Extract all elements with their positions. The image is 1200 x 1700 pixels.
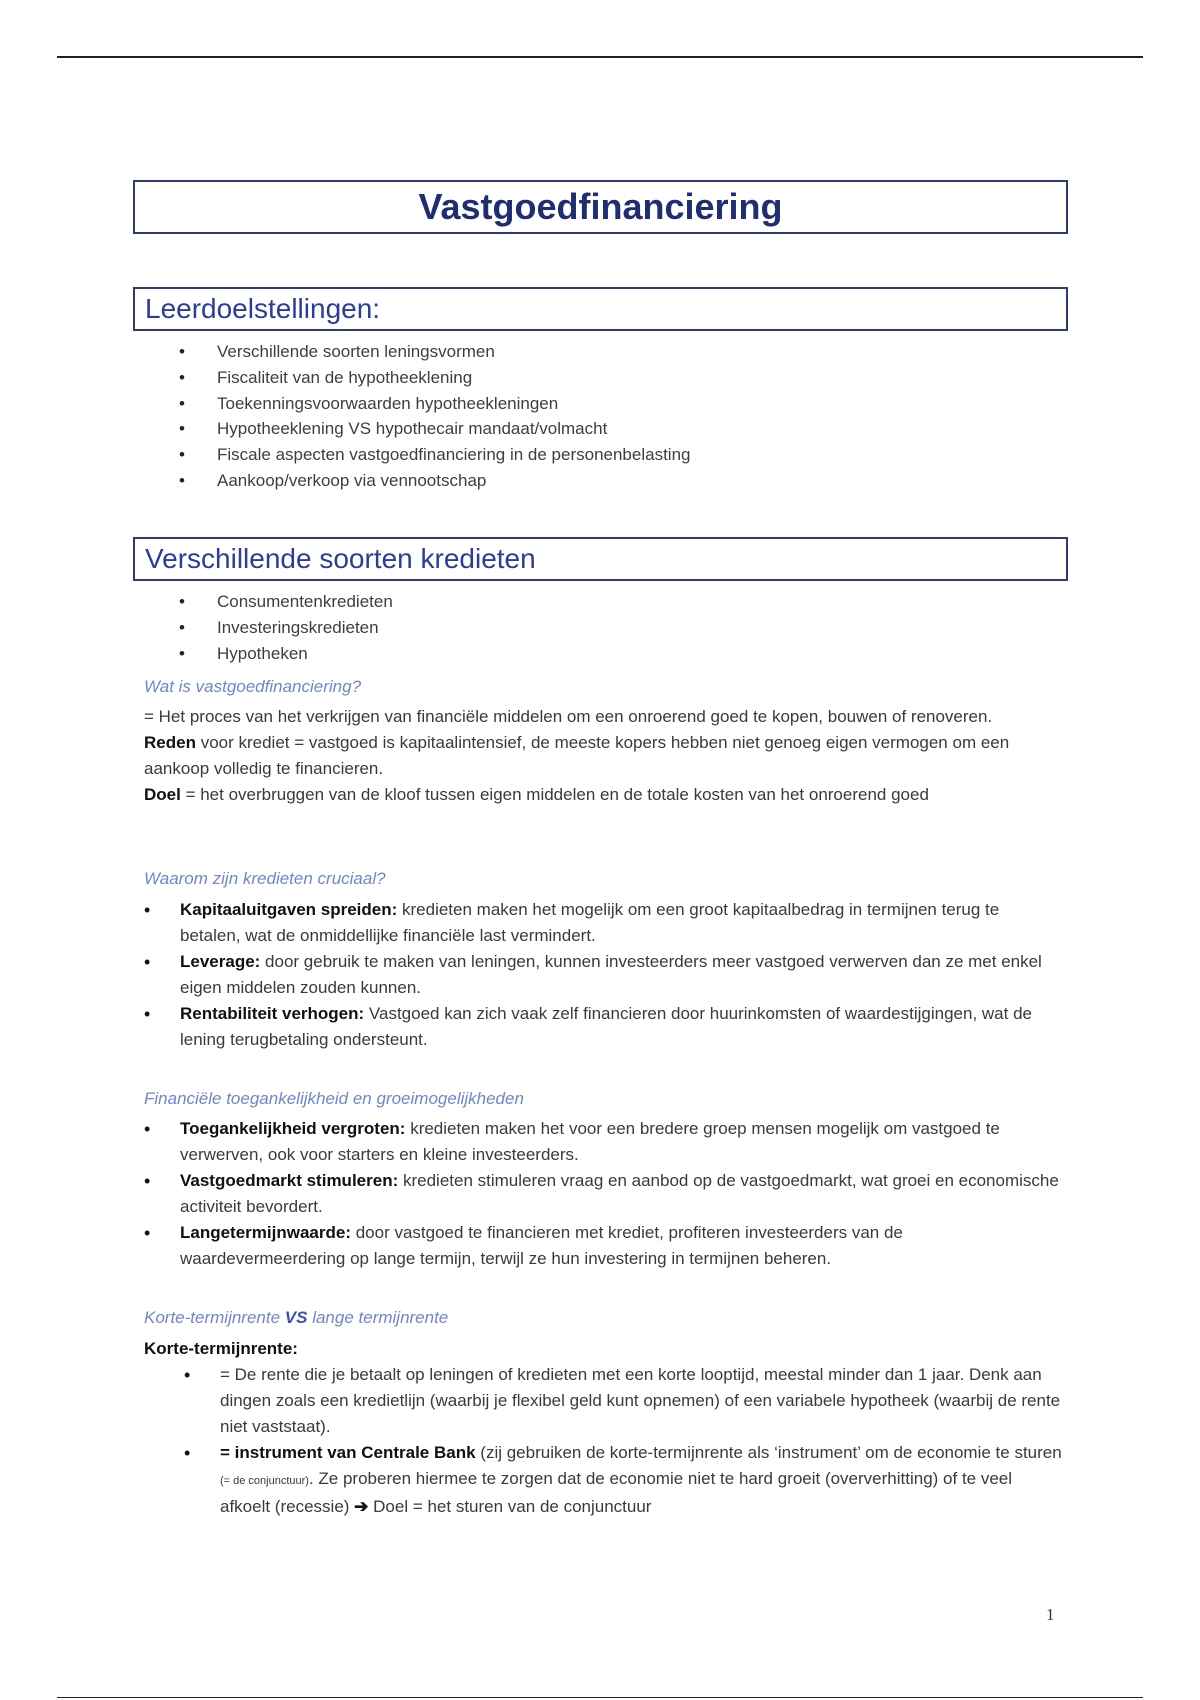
header-rule — [57, 56, 1143, 58]
toegankelijkheid-list — [144, 1116, 1064, 1272]
list-item: • Hypotheeklening VS hypothecair mandaat/volmacht — [175, 416, 690, 442]
footer-rule — [57, 1697, 1143, 1698]
section-heading-kredieten: Verschillende soorten kredieten — [133, 537, 1068, 581]
list-item: • Kapitaaluitgaven spreiden: kredieten maken het mogelijk om een groot kapitaalbedrag in termijnen terug te betalen, wat de onmiddellijke financiële last vermindert. — [144, 897, 1064, 949]
list-item: • Consumentenkredieten — [175, 589, 393, 615]
waarom-list — [144, 897, 1064, 1053]
list-item: • Hypotheken — [175, 641, 393, 667]
page-title: Vastgoedfinanciering — [418, 186, 783, 227]
title-box — [133, 180, 1068, 234]
korte-termijnrente-list — [184, 1362, 1064, 1520]
definition-paragraph: = Het proces van het verkrijgen van financiële middelen om een onroerend goed te kopen, bouwen of renoveren. Reden voor krediet = vastgoed is kapitaalintensief, de meeste kopers hebben niet genoeg eigen vermogen om een aankoop volledig te financieren. Doel = het overbruggen van de kloof tussen eigen middelen en de totale kosten van het onroerend goed — [144, 707, 1010, 804]
subheading-toegankelijkheid: Financiële toegankelijkheid en groeimogelijkheden — [144, 1089, 524, 1108]
leerdoelstellingen-list — [175, 339, 690, 494]
list-item: • Investeringskredieten — [175, 615, 393, 641]
korte-termijnrente-heading: Korte-termijnrente: — [144, 1339, 298, 1358]
list-item: • Fiscaliteit van de hypotheeklening — [175, 365, 690, 391]
list-item: • Verschillende soorten leningsvormen — [175, 339, 690, 365]
arrow-icon: ➔ — [354, 1497, 369, 1516]
list-item: • = De rente die je betaalt op leningen of kredieten met een korte looptijd, meestal minder dan 1 jaar. Denk aan dingen zoals een kredietlijn (waarbij je flexibel geld kunt opnemen) of een variabele hypotheek (waarbij de rente niet vaststaat). — [184, 1362, 1064, 1440]
section-heading-leerdoelstellingen: Leerdoelstellingen: — [133, 287, 1068, 331]
list-item: • Rentabiliteit verhogen: Vastgoed kan zich vaak zelf financieren door huurinkomsten of waardestijgingen, wat de lening terugbetaling ondersteunt. — [144, 1001, 1064, 1053]
list-item: • Aankoop/verkoop via vennootschap — [175, 468, 690, 494]
list-item: • Vastgoedmarkt stimuleren: kredieten stimuleren vraag en aanbod op de vastgoedmarkt, wat groei en economische activiteit bevordert. — [144, 1168, 1064, 1220]
subheading-rente: Korte-termijnrente VS lange termijnrente — [144, 1308, 449, 1327]
list-item: • Langetermijnwaarde: door vastgoed te financieren met krediet, profiteren investeerders van de waardevermeerdering op lange termijn, terwijl ze hun investering in termijnen beheren. — [144, 1220, 1064, 1272]
subheading-waarom: Waarom zijn kredieten cruciaal? — [144, 869, 386, 888]
kredieten-list — [175, 589, 393, 666]
list-item: • Toekenningsvoorwaarden hypotheekleningen — [175, 391, 690, 417]
list-item: • = instrument van Centrale Bank (zij gebruiken de korte-termijnrente als ‘instrument’ om de economie te sturen (= de conjunctuur). Ze proberen hiermee te zorgen dat de economie niet te hard groeit (oververhitting) of te veel afkoelt (recessie) ➔ Doel = het sturen van de conjunctuur — [184, 1440, 1064, 1520]
list-item: • Leverage: door gebruik te maken van leningen, kunnen investeerders meer vastgoed verwerven dan ze met enkel eigen middelen zouden kunnen. — [144, 949, 1064, 1001]
subheading-wat-is: Wat is vastgoedfinanciering? — [144, 677, 362, 696]
page-number: 1 — [1046, 1605, 1055, 1624]
list-item: • Toegankelijkheid vergroten: kredieten maken het voor een bredere groep mensen mogelijk om vastgoed te verwerven, ook voor starters en kleine investeerders. — [144, 1116, 1064, 1168]
list-item: • Fiscale aspecten vastgoedfinanciering in de personenbelasting — [175, 442, 690, 468]
